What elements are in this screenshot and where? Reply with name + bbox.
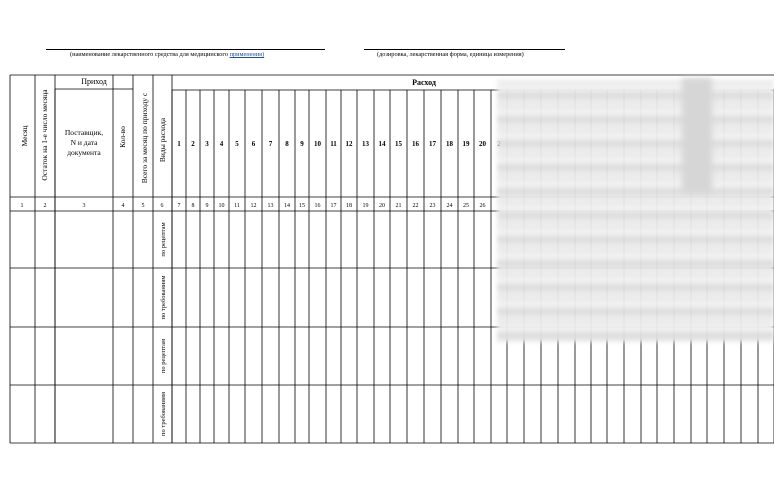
- column-index: 1: [20, 203, 24, 209]
- row-expense-type: по требованиям: [160, 392, 167, 436]
- column-index: 25: [463, 203, 469, 209]
- day-number: 6: [251, 140, 256, 148]
- header-qty: Кол-во: [118, 126, 127, 148]
- day-number: 5: [235, 140, 239, 148]
- column-index: 12: [250, 203, 257, 209]
- column-index: 10: [218, 203, 225, 209]
- column-index: 23: [429, 203, 436, 209]
- day-number: 4: [219, 140, 224, 148]
- column-index: 17: [330, 203, 337, 209]
- drug-name-caption-text: (наименование лекарственного средства для медицинского: [70, 51, 230, 58]
- column-index: 3: [82, 203, 86, 209]
- day-number: 10: [314, 140, 321, 148]
- day-number: 9: [300, 140, 304, 148]
- day-number: 8: [285, 140, 289, 148]
- column-index: 4: [121, 203, 125, 209]
- column-index: 26: [479, 203, 486, 209]
- day-number: 19: [462, 140, 470, 148]
- dosage-caption: (дозировка, лекарственная форма, единица измерения): [377, 51, 524, 58]
- row-expense-type: по рецептам: [160, 338, 167, 374]
- header-expense-types: Виды расхода: [158, 117, 167, 163]
- header-supplier-line2: N и дата: [70, 138, 98, 147]
- header-balance: Остаток на 1-е число месяца: [40, 89, 49, 181]
- day-number: 7: [268, 140, 273, 148]
- day-number: 13: [362, 140, 369, 148]
- row-expense-type: по требованиям: [160, 275, 167, 320]
- header-total-income: Всего за месяц по приходу с: [140, 92, 149, 184]
- column-index: 18: [346, 203, 352, 209]
- day-number: 14: [378, 140, 386, 148]
- column-index: 21: [395, 203, 402, 209]
- day-number: 16: [412, 140, 419, 148]
- header-expense: Расход: [412, 78, 436, 87]
- header-month: Месяц: [20, 125, 29, 147]
- header-supplier-line3: документа: [67, 148, 101, 157]
- column-index: 22: [412, 203, 419, 209]
- day-number: 18: [446, 140, 453, 148]
- column-index: 14: [284, 203, 290, 209]
- column-index: 15: [299, 203, 305, 209]
- column-index: 9: [205, 203, 209, 209]
- column-index: 16: [314, 203, 321, 209]
- column-index: 19: [362, 203, 369, 209]
- column-index: 13: [267, 203, 274, 209]
- day-number: 20: [479, 140, 486, 148]
- column-index: 24: [446, 203, 453, 209]
- redacted-area: [497, 80, 774, 342]
- column-index: 20: [379, 203, 385, 209]
- day-number: 11: [330, 140, 337, 148]
- header-income: Приход: [81, 77, 107, 86]
- header-supplier-line1: Поставщик,: [64, 128, 104, 137]
- drug-name-caption-link[interactable]: применения): [229, 51, 265, 58]
- redacted-area-2: [682, 78, 712, 193]
- column-index: 8: [191, 203, 195, 209]
- column-index: 2: [43, 203, 47, 209]
- day-number: 2: [191, 140, 195, 148]
- column-index: 7: [177, 203, 181, 209]
- column-index: 6: [160, 203, 164, 209]
- day-number: 17: [429, 140, 436, 148]
- column-index: 11: [234, 203, 240, 209]
- day-number: 15: [395, 140, 402, 148]
- day-number: 1: [177, 140, 181, 148]
- column-index: 5: [141, 203, 145, 209]
- day-number: 3: [205, 140, 209, 148]
- row-expense-type: по рецептам: [160, 222, 167, 257]
- day-number: 12: [345, 140, 353, 148]
